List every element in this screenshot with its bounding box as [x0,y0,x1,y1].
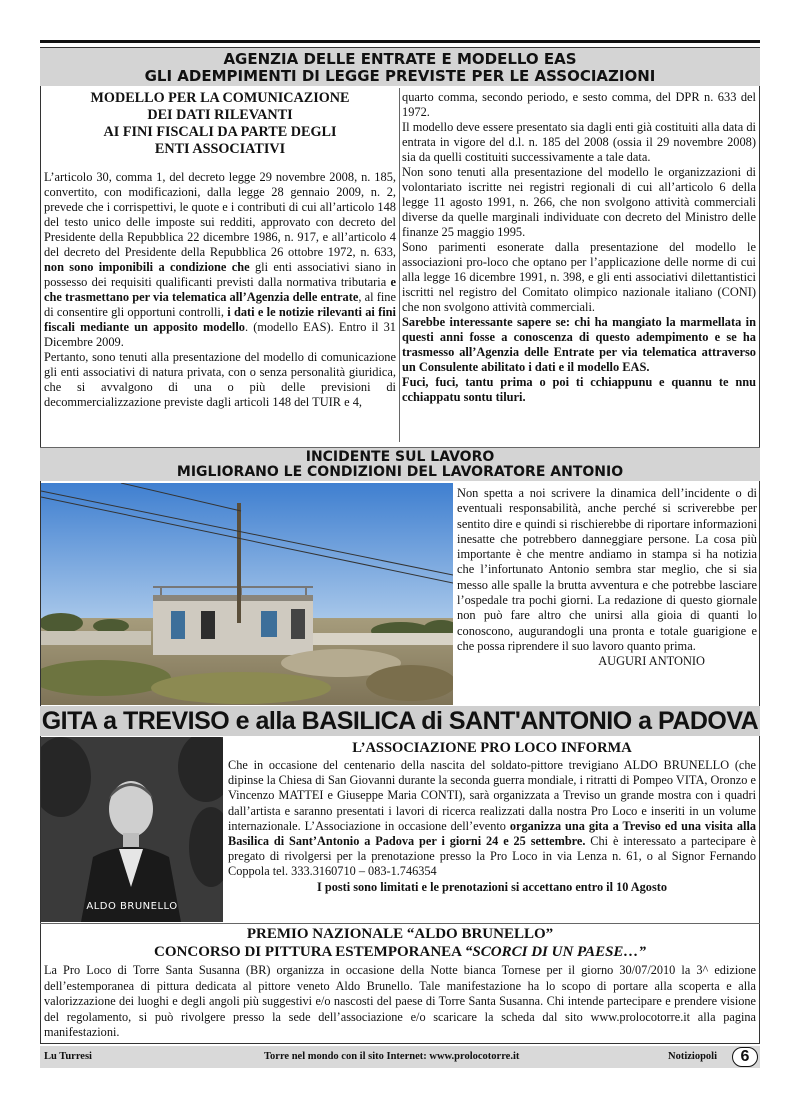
eas-paragraph-3: quarto comma, secondo periodo, e sesto comma, del DPR n. 633 del 1972. [402,90,756,119]
eas-p7-bold: Sarebbe interessante sapere se: chi ha mangiato la marmellata in questi anni fosse a conoscenza di questo adempimento e se ha trasmesso all’Agenzia delle Entrate per via telematica attraverso un Consulente abilitato i dati e il modello EAS. [402,315,756,374]
column-divider [399,88,400,442]
newspaper-page [40,0,760,1120]
eas-p1-bold-b: non sono imponibili a condizione che [44,260,250,274]
gita-body [228,758,756,880]
section-divider [40,923,760,924]
incidente-article [457,486,757,670]
incidente-signoff: AUGURI ANTONIO [598,654,705,669]
eas-paragraph-2: Pertanto, sono tenuti alla presentazione del modello di comunicazione gli enti associativi di natura privata, con o senza personalità giuridica, che si avvalgono di una o più delle previsioni di decommercializzazione previste dagli articoli 148 del TUIR e 4, [44,350,396,409]
worksite-photo-image [41,483,453,705]
aldo-brunello-photo [41,737,223,922]
eas-banner-line2: GLI ADEMPIMENTI DI LEGGE PREVISTE PER LE ASSOCIAZIONI [144,67,656,85]
eas-p1-bold-f: i dati e le notizie rilevanti ai fini fiscali mediante un apposito modello [44,305,396,334]
premio-title-line2-a: CONCORSO DI PITTURA ESTEMPORANEA [154,944,465,960]
gita-notice: I posti sono limitati e le prenotazioni si accettano entro il 10 Agosto [317,879,667,894]
eas-title-line1: MODELLO PER LA COMUNICAZIONE [90,90,350,106]
eas-article-right-column [402,90,756,405]
eas-paragraph-1 [44,170,396,350]
incidente-body: Non spetta a noi scrivere la dinamica dell’incidente o di eventuali responsabilità, anche perché si scriverebbe per sentito dire e quindi si rischierebbe di riportare informazioni inesatte che potrebbero danneggiare persone. La cosa più importante è che mentre andiamo in stampa si ha notizia che l’infortunato Antonio sembra star meglio, che si sia messo alle spalle la brutta avventura e che potrebbe lasciare l’ospedale tra pochi giorni. La redazione di questo giornale non può fare altro che unirsi alla gioia di quanti lo conoscono, augurandogli una pronta e totale guarigione e che possa riprendere il suo lavoro quanto prima. [457,486,757,653]
page-number: 6 [732,1047,758,1067]
eas-p1-text-a: L’articolo 30, comma 1, del decreto legge 29 novembre 2008, n. 185, convertito, con modificazioni, dalla legge 28 gennaio 2009, n. 2, prevede che i corrispettivi, le quote e i contributi di cui all’articolo 148 del testo unico delle imposte sui redditi, approvato con decreto del Presidente della Repubblica 22 dicembre 1986, n. 917, e all’articolo 4 del decreto del Presidente della Repubblica 26 ottobre 1972, n. 633, [44,170,396,259]
premio-title-line2-italic: “SCORCI DI UN PAESE…” [464,944,646,960]
eas-p1-text-g: . (modello EAS). Entro il 31 Dicembre 2009. [44,320,396,349]
incidente-banner-line2: MIGLIORANO LE CONDIZIONI DEL LAVORATORE ANTONIO [176,464,624,480]
eas-paragraph-7 [402,315,756,375]
gita-body-a: Che in occasione del centenario della nascita del soldato-pittore trevigiano ALDO BRUNELLO (che dipinse la Chiesa di San Giovanni durante la seconda guerra mondiale, i ritratti di Pompeo VITA, Oronzo e Vincenzo MATTEI e Giuseppe Maria CONTI), sarà organizzata a Treviso un grande mostra con i quadri dall’artista e saranno presentati i lavori di ricerca realizzati dalla nostra Pro Loco e inseriti in un volume internazionale. L’Associazione in occasione dell’evento [228,758,756,833]
footer-publication: Lu Turresi [44,1051,92,1062]
eas-p1-bold-d: e che trasmettano per via telematica all’Agenzia delle entrate [44,275,396,304]
top-rule [40,40,760,43]
premio-body: La Pro Loco di Torre Santa Susanna (BR) organizza in occasione della Notte bianca Tornese per il giorno 30/07/2010 la 3^ edizione dell’estemporanea di pittura dedicata al pittore veneto Aldo Brunello. Tale manifestazione ha lo scopo di portare alla scoperta e alla valorizzazione dei luoghi e degli angoli più suggestivi e/o nascosti del paese di Torre Santa Susanna. Chi intende partecipare e prendere visione del regolamento, si può rivolgere presso la sede dell’associazione e/o scaricare la scheda dal sito www.prolocotorre.it alla pagina manifestazioni. [44,963,756,1039]
eas-title-line2: DEI DATI RILEVANTI [147,107,293,123]
eas-section-banner [40,48,760,86]
gita-body-bold: organizza una gita a Treviso ed una visita alla Basilica di Sant’Antonio a Padova per i giorni 24 e 25 settembre. [228,818,757,849]
aldo-photo-caption: ALDO BRUNELLO [86,901,178,912]
eas-paragraph-4: Il modello deve essere presentato sia dagli enti già costituiti alla data di entrata in vigore del d.l. n. 185 del 2008 (ossia il 29 novembre 2008) sia da quelli costituiti successivamente a tale data. [402,120,756,164]
page-footer [40,1046,760,1068]
eas-article-title [44,90,396,158]
premio-title-line2 [40,943,760,961]
footer-website: Torre nel mondo con il sito Internet: www.prolocotorre.it [264,1051,520,1062]
gita-article [228,740,756,895]
worksite-photo [41,483,453,705]
gita-body-c: Chi è interessato a partecipare è pregato di rivolgersi per la prenotazione presso la Pro Loco in via Lenza n. 61, o al Signor Fernando Coppola tel. 333.3160710 – 083-1.746354 [228,834,756,879]
incidente-section-banner [40,448,760,481]
eas-p1-text-c: gli enti associativi siano in possesso dei requisiti qualificanti previsti dalla normativa tributaria [44,260,396,289]
incidente-banner-line1: INCIDENTE SUL LAVORO [305,449,495,465]
gita-subhead: L’ASSOCIAZIONE PRO LOCO INFORMA [352,740,632,756]
footer-section: Notiziopoli [668,1051,717,1062]
aldo-brunello-portrait [41,737,223,922]
eas-title-line4: ENTI ASSOCIATIVI [154,141,286,157]
eas-p1-text-e: , al fine di consentire gli opportuni controlli, [44,290,397,319]
eas-banner-line1: AGENZIA DELLE ENTRATE E MODELLO EAS [223,50,577,68]
section-divider [40,447,760,448]
premio-title [40,925,760,961]
eas-title-line3: AI FINI FISCALI DA PARTE DEGLI [103,124,337,140]
eas-paragraph-6: Sono parimenti esonerate dalla presentazione del modello le associazioni pro-loco che optano per l’applicazione delle norme di cui alla legge 16 dicembre 1991, n. 398, e gli enti associativi dilettantistici iscritti nel registro del Comitato olimpico nazionale italiano (CONI) che non svolgono attività commerciali. [402,240,756,314]
gita-headline: GITA a TREVISO e alla BASILICA di SANT'ANTONIO a PADOVA [41,707,759,735]
eas-paragraph-5: Non sono tenuti alla presentazione del modello le organizzazioni di volontariato iscritte nei registri regionali di cui all’articolo 6 della legge 11 agosto 1991, n. 266, che non svolgono attività commerciali diverse da quelle marginali individuate con decreto del Ministro delle finanze 25 maggio 1995. [402,165,756,239]
eas-paragraph-8 [402,375,756,405]
eas-p8-bold: Fuci, fuci, tantu prima o poi ti cchiappunu e quannu te nnu cchiappatu sontu tiluri. [402,375,756,404]
premio-title-line1: PREMIO NAZIONALE “ALDO BRUNELLO” [246,926,554,942]
eas-article-left-column [44,90,396,410]
premio-article [44,963,756,1041]
